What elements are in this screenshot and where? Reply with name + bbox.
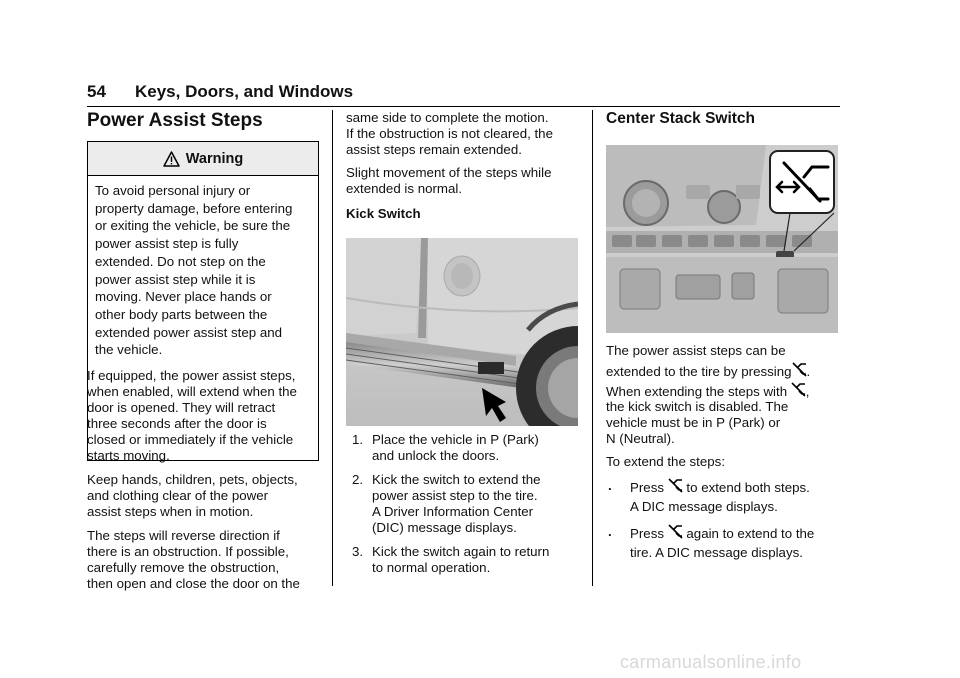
section-title: Power Assist Steps <box>87 110 263 131</box>
text-segment: . <box>806 364 811 379</box>
text-line: The power assist steps can be <box>606 343 786 358</box>
step-number: 2. <box>352 472 364 487</box>
text-line: tire. A DIC message displays. <box>630 545 803 560</box>
power-step-button-icon <box>668 524 683 539</box>
warning-line: property damage, before entering <box>95 200 293 216</box>
chapter-title: Keys, Doors, and Windows <box>135 82 354 101</box>
paragraph-pressing <box>606 362 838 380</box>
text-segment: again to extend to the <box>686 526 815 541</box>
text-line: A Driver Information Center <box>372 504 534 519</box>
text-line: Place the vehicle in P (Park) <box>372 432 539 447</box>
text-segment: extended to the tire by pressing <box>606 364 792 379</box>
paragraph-same-side <box>346 110 578 158</box>
text-line: carefully remove the obstruction, <box>87 560 280 575</box>
warning-title: Warning <box>185 150 244 167</box>
warning-header <box>88 142 318 176</box>
column-divider-2 <box>592 110 593 586</box>
warning-line: power assist step is fully <box>95 236 239 252</box>
text-line: three seconds after the door is <box>87 416 267 431</box>
text-segment: , <box>805 384 810 399</box>
text-line: Kick the switch to extend the <box>372 472 541 487</box>
text-line: door is opened. They will retract <box>87 400 276 415</box>
warning-line: the vehicle. <box>95 342 163 358</box>
text-line: A DIC message displays. <box>630 499 778 514</box>
step-number: 3. <box>352 544 364 559</box>
step-item <box>346 472 578 536</box>
paragraph-keep-hands <box>87 472 319 520</box>
truck-side-illustration <box>346 238 578 426</box>
text-line: (DIC) message displays. <box>372 520 517 535</box>
power-step-button-icon <box>791 382 806 397</box>
text-line: If equipped, the power assist steps, <box>87 368 296 383</box>
text-line: and clothing clear of the power <box>87 488 269 503</box>
page-header <box>87 80 840 107</box>
text-line: assist steps remain extended. <box>346 142 522 157</box>
warning-line: or exiting the vehicle, be sure the <box>95 218 291 234</box>
text-line: Keep hands, children, pets, objects, <box>87 472 298 487</box>
paragraph-kick-disabled <box>606 399 838 447</box>
text-segment: Press <box>630 526 664 541</box>
text-line: Slight movement of the steps while <box>346 165 552 180</box>
paragraph-extending <box>606 382 838 400</box>
bullet-text <box>630 524 840 562</box>
bullet-dot: . <box>608 478 612 493</box>
text-line: same side to complete the motion. <box>346 110 549 125</box>
warning-line: power assist step while it is <box>95 271 256 287</box>
page-number: 54 <box>87 82 106 101</box>
column-divider-1 <box>332 110 333 586</box>
text-line: assist steps when in motion. <box>87 504 254 519</box>
text-line: If the obstruction is not cleared, the <box>346 126 553 141</box>
text-line: Kick the switch again to return <box>372 544 550 559</box>
bullet-text <box>630 478 840 516</box>
warning-line: To avoid personal injury or <box>95 183 251 198</box>
kick-switch-heading: Kick Switch <box>346 206 421 221</box>
bullet-item <box>606 524 838 564</box>
text-line: and unlock the doors. <box>372 448 500 463</box>
text-line: closed or immediately if the vehicle <box>87 432 294 447</box>
kick-switch-photo <box>346 238 578 426</box>
text-line: power assist step to the tire. <box>372 488 538 503</box>
paragraph-reverse <box>87 528 319 592</box>
text-line: then open and close the door on the <box>87 576 300 591</box>
warning-line: moving. Never place hands or <box>95 289 272 305</box>
center-stack-illustration <box>606 145 838 333</box>
step-item <box>346 544 578 576</box>
kick-switch-steps <box>346 432 578 584</box>
warning-body <box>88 176 318 359</box>
warning-line: extended. Do not step on the <box>95 253 266 269</box>
center-stack-photo <box>606 145 838 333</box>
text-line: extended is normal. <box>346 181 463 196</box>
paragraph-slight-movement <box>346 165 578 197</box>
text-line: N (Neutral). <box>606 431 675 446</box>
text-line: starts moving. <box>87 448 170 463</box>
bullet-item <box>606 478 838 518</box>
text-line: vehicle must be in P (Park) or <box>606 415 781 430</box>
step-number: 1. <box>352 432 364 447</box>
warning-icon <box>163 151 180 167</box>
warning-line: extended power assist step and <box>95 324 283 340</box>
text-line: to normal operation. <box>372 560 491 575</box>
bullet-dot: . <box>608 524 612 539</box>
text-line: To extend the steps: <box>606 454 726 469</box>
paragraph-if-equipped <box>87 368 319 464</box>
text-line: when enabled, will extend when the <box>87 384 297 399</box>
power-step-button-icon <box>792 362 807 377</box>
text-line: there is an obstruction. If possible, <box>87 544 289 559</box>
watermark: carmanualsonline.info <box>620 652 802 672</box>
power-step-button-icon <box>668 478 683 493</box>
text-segment: When extending the steps with <box>606 384 788 399</box>
text-segment: Press <box>630 480 664 495</box>
center-stack-title: Center Stack Switch <box>606 110 756 127</box>
text-line: The steps will reverse direction if <box>87 528 280 543</box>
text-segment: to extend both steps. <box>686 480 810 495</box>
text-line: the kick switch is disabled. The <box>606 399 789 414</box>
warning-line: other body parts between the <box>95 306 268 322</box>
step-item <box>346 432 578 464</box>
